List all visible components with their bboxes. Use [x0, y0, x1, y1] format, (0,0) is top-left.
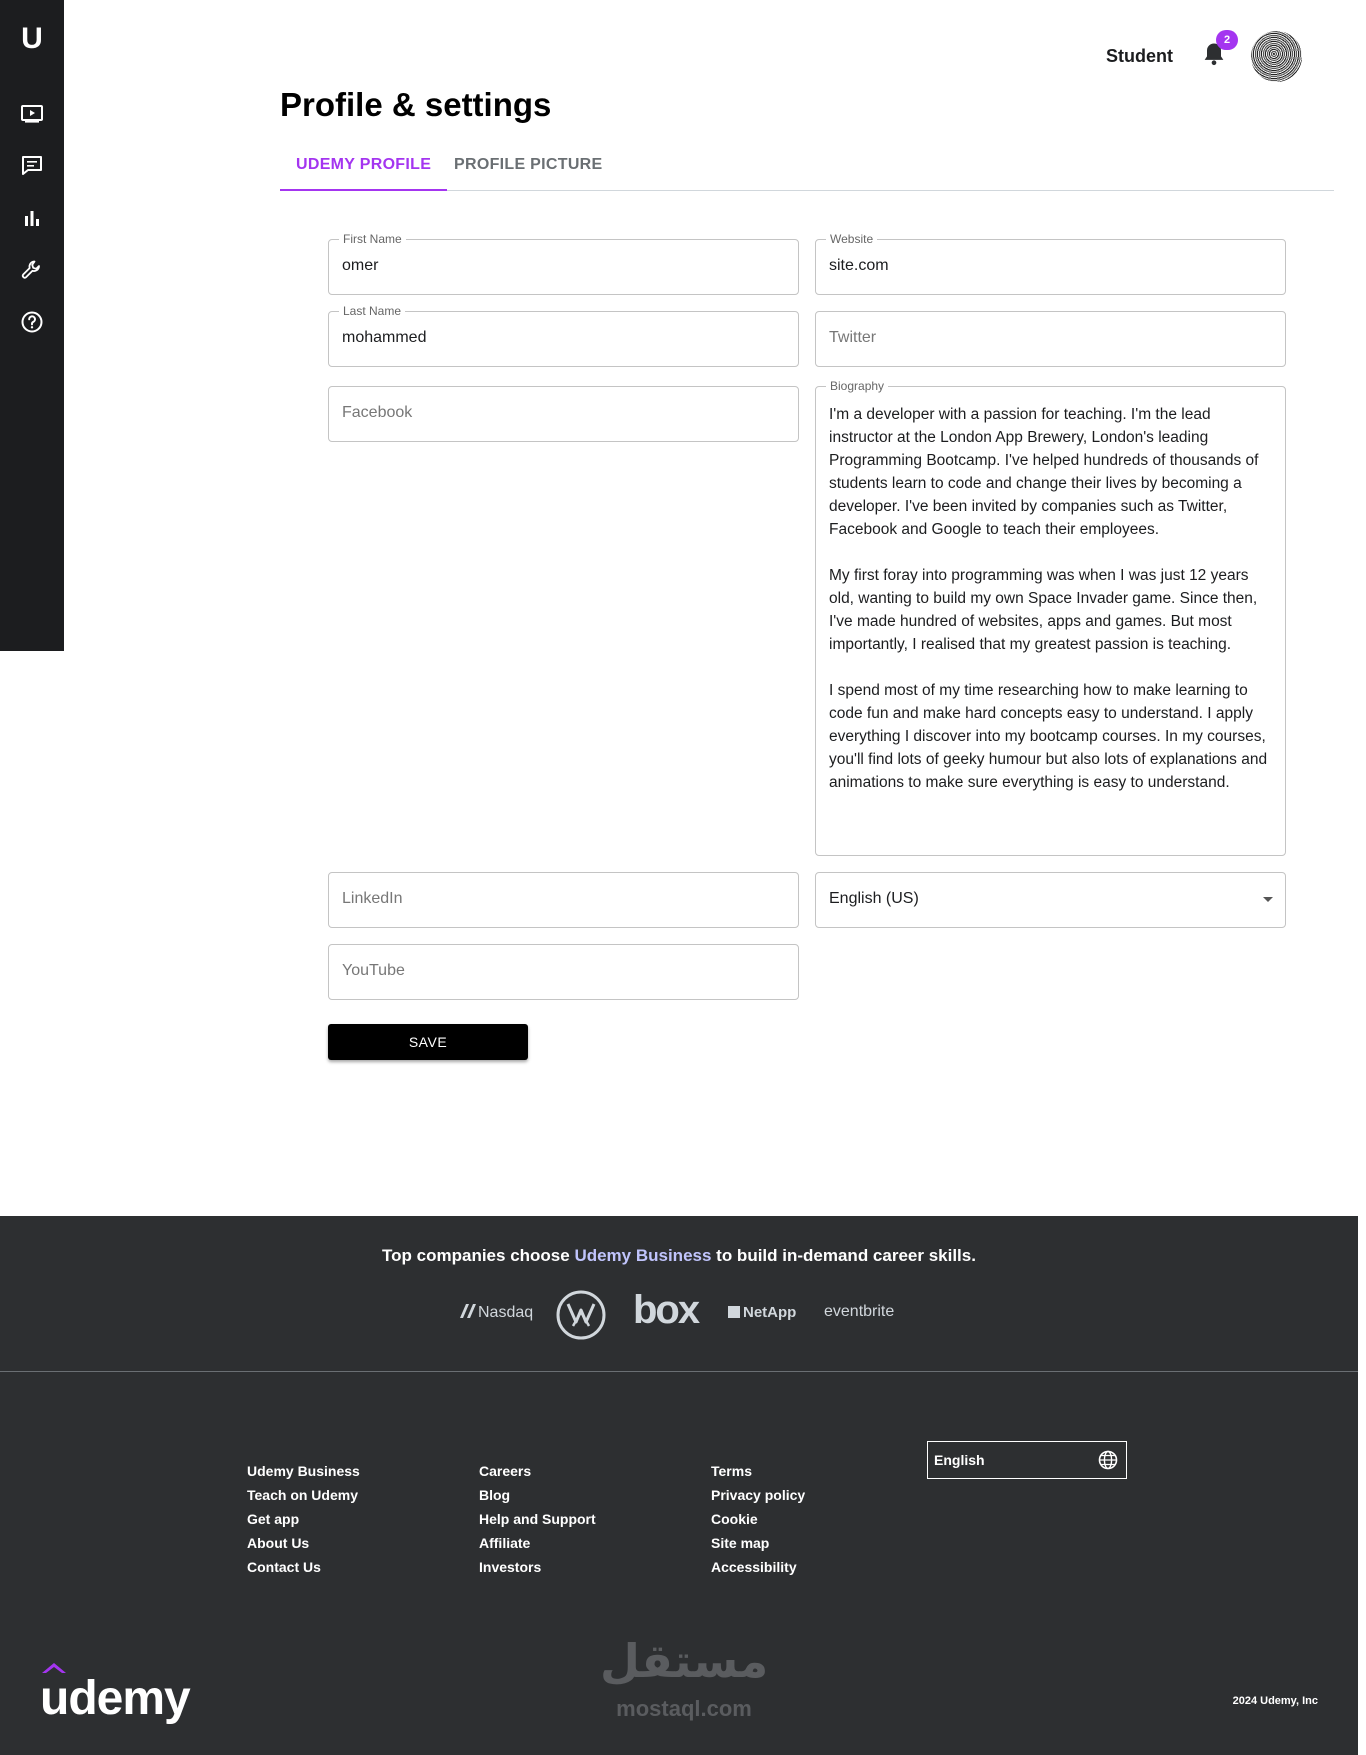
- udemy-hat-icon: [42, 1663, 66, 1673]
- footer-link[interactable]: Privacy policy: [711, 1487, 806, 1503]
- student-link[interactable]: Student: [1106, 46, 1173, 66]
- globe-icon: [1098, 1450, 1118, 1470]
- facebook-placeholder: Facebook: [342, 404, 413, 421]
- footer-link[interactable]: Site map: [711, 1535, 770, 1551]
- language-select[interactable]: [815, 872, 1286, 928]
- tagline-post: to build in-demand career skills.: [711, 1246, 976, 1265]
- chat-icon[interactable]: [20, 154, 44, 178]
- website-label: Website: [826, 232, 877, 246]
- first-name-field[interactable]: [328, 232, 799, 295]
- footer-link[interactable]: Affiliate: [479, 1535, 531, 1551]
- twitter-field[interactable]: [815, 311, 1286, 367]
- volkswagen-logo: [556, 1290, 606, 1345]
- footer-link[interactable]: Help and Support: [479, 1511, 596, 1527]
- help-circle-icon[interactable]: [20, 310, 44, 334]
- udemy-brand-text: udemy: [40, 1672, 190, 1725]
- biography-text: I'm a developer with a passion for teaching. I'm the lead instructor at the London App Brewery, London's leading Programming Bootcamp. I've helped hundreds of thousands of students learn to code and change their lives by becoming a developer. I've been invited by companies such as Twitter, Facebook and Google to teach their employees. My first foray into programming was when I was just 12 years old, wanting to build my own Space Invader game. Since then, I've made hundred of websites, apps and games. But most importantly, I realised that my greatest passion is teaching. I spend most of my time researching how to make learning to code fun and make hard concepts easy to understand. I apply everything I discover into my bootcamp courses. In my courses, you'll find lots of geeky humour but also lots of explanations and animations to make sure everything is easy to understand.: [829, 406, 1268, 791]
- footer-link[interactable]: Get app: [247, 1511, 300, 1527]
- linkedin-placeholder: LinkedIn: [342, 890, 403, 907]
- tab-profile-picture[interactable]: PROFILE PICTURE: [454, 156, 603, 173]
- last-name-value: mohammed: [342, 329, 427, 346]
- copyright: 2024 Udemy, Inc: [1232, 1695, 1318, 1707]
- first-name-label: First Name: [339, 232, 406, 246]
- udemy-business-link[interactable]: Udemy Business: [574, 1246, 712, 1265]
- wrench-icon[interactable]: [20, 258, 44, 282]
- footer-link[interactable]: Udemy Business: [247, 1463, 360, 1479]
- footer-link[interactable]: About Us: [247, 1535, 310, 1551]
- first-name-value: omer: [342, 257, 379, 274]
- footer-tagline: [0, 1246, 1358, 1266]
- footer-link[interactable]: Cookie: [711, 1511, 758, 1527]
- netapp-text: NetApp: [743, 1304, 797, 1321]
- footer-language-button[interactable]: [927, 1441, 1127, 1479]
- company-logos: [458, 1290, 908, 1340]
- udemy-footer-logo[interactable]: [40, 1671, 190, 1726]
- page-title: Profile & settings: [280, 86, 552, 123]
- website-field[interactable]: [815, 232, 1286, 295]
- udemy-logo[interactable]: U: [21, 22, 43, 55]
- footer-link[interactable]: Careers: [479, 1463, 532, 1479]
- footer-link[interactable]: Accessibility: [711, 1559, 797, 1575]
- watermark-text: mostaql.com: [616, 1696, 752, 1721]
- biography-field[interactable]: [815, 379, 1286, 856]
- twitter-placeholder: Twitter: [829, 329, 877, 346]
- footer-links-col1: [247, 1459, 360, 1579]
- nasdaq-logo: [458, 1302, 533, 1322]
- linkedin-field[interactable]: [328, 872, 799, 928]
- footer-divider: [0, 1371, 1358, 1372]
- footer: [0, 1216, 1358, 1755]
- nasdaq-text: Nasdaq: [478, 1304, 534, 1321]
- tagline-pre: Top companies choose: [382, 1246, 575, 1265]
- language-select-value: English (US): [829, 890, 919, 907]
- footer-link[interactable]: Investors: [479, 1559, 542, 1575]
- facebook-field[interactable]: [328, 386, 799, 442]
- netapp-mark-icon: [728, 1306, 740, 1318]
- eventbrite-logo: eventbrite: [824, 1303, 895, 1320]
- watermark-arabic: مستقل: [600, 1634, 769, 1688]
- video-player-icon[interactable]: [20, 102, 44, 126]
- youtube-placeholder: YouTube: [342, 962, 405, 979]
- tab-udemy-profile[interactable]: UDEMY PROFILE: [280, 150, 447, 191]
- side-rail: [0, 0, 64, 651]
- bar-chart-icon[interactable]: [20, 206, 44, 230]
- last-name-field[interactable]: [328, 304, 799, 367]
- footer-link[interactable]: Terms: [711, 1463, 752, 1479]
- footer-links-col3: [711, 1459, 805, 1579]
- biography-label: Biography: [826, 379, 888, 393]
- box-logo: box: [633, 1288, 699, 1332]
- netapp-logo: [728, 1304, 796, 1321]
- website-value: site.com: [829, 257, 889, 274]
- avatar[interactable]: [1251, 31, 1302, 82]
- tab-bar: [280, 150, 1334, 191]
- save-button[interactable]: SAVE: [328, 1024, 528, 1060]
- notification-badge: 2: [1216, 30, 1238, 50]
- chevron-down-icon: [1263, 897, 1273, 902]
- last-name-label: Last Name: [339, 304, 405, 318]
- footer-link[interactable]: Blog: [479, 1487, 511, 1503]
- footer-link[interactable]: Teach on Udemy: [247, 1487, 358, 1503]
- footer-language-label: English: [934, 1452, 985, 1468]
- footer-links-col2: [479, 1459, 596, 1579]
- youtube-field[interactable]: [328, 944, 799, 1000]
- footer-link[interactable]: Contact Us: [247, 1559, 321, 1575]
